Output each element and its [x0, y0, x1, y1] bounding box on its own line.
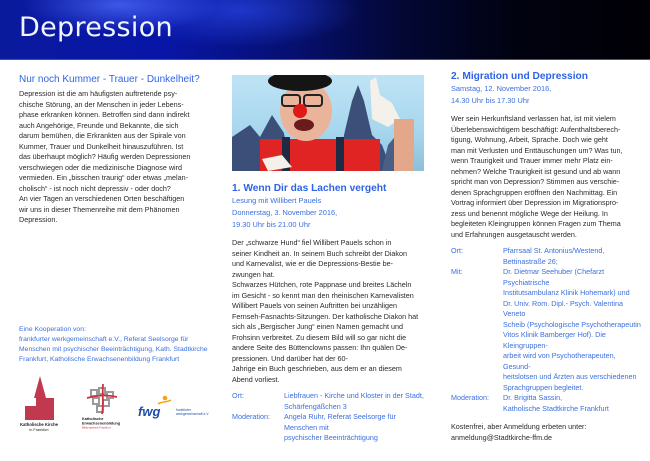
intro-text-line: das überhaupt möglich? Häufig werden Depressionen	[19, 152, 191, 161]
event-1-text	[232, 238, 428, 385]
event-2-info-value-line: Sprachgruppen begleitet.	[503, 382, 584, 392]
event-1-text-line: Jahrige ein Buch geschrieben, aus dem er an diesem	[232, 364, 402, 373]
event-1-text-line: im Gesicht - so kennt man den rheinischen Karnevalisten	[232, 290, 414, 300]
registration-email-link[interactable]: anmeldung@Stadtkirche-ffm.de	[451, 432, 553, 442]
keb-logo-line1: Katholische	[82, 417, 104, 421]
event-2-info-value	[503, 267, 641, 393]
event-2-info-value-line: Katholische Stadtkirche Frankfurt	[503, 403, 609, 413]
keb-logo-line3: Bildungswerk Frankfurt	[82, 425, 111, 430]
event-1-text-line: andere Seite des Büttenclowns passen: Ihn quälen De-	[232, 343, 408, 352]
event-2-info	[451, 246, 641, 414]
page-title: Depression	[19, 12, 173, 43]
event-2-time: 14.30 Uhr bis 17.30 Uhr	[451, 96, 530, 105]
event-1-subtitle: Lesung mit Willibert Pauels	[232, 196, 322, 205]
event-2-title: 2. Migration und Depression	[451, 71, 588, 82]
event-2-info-row	[451, 267, 641, 393]
keb-logo	[82, 384, 121, 430]
page-header	[0, 0, 650, 60]
event-2-info-value	[503, 246, 641, 267]
event-2-info-row	[451, 246, 641, 267]
event-2-info-key: Moderation:	[451, 393, 489, 402]
registration-note	[451, 422, 641, 443]
event-1-info-value-line: Liebfrauen - Kirche und Kloster in der Stadt,	[284, 391, 424, 400]
event-2-text-line: und Erfahrungen ausgetauscht werden.	[451, 229, 577, 239]
event-2-info-value-line: Dr. Univ. Rom. Dipl.- Psych. Valentina Veneto	[503, 298, 623, 318]
event-2-text-line: tigung, Wohnung, Arbeit, Sprache. Doch wie geht	[451, 135, 608, 144]
clown-photo	[232, 75, 424, 171]
event-2-info-value-line: arbeit wird von Psychotherapeuten, Gesund-	[503, 351, 616, 371]
event-1-text-line: Schwarzes Hütchen, rote Pappnase und breites Lächeln	[232, 280, 412, 289]
kirche-logo-line2: in Frankfurt	[29, 428, 49, 432]
event-2-text-line: denen Sprachgruppen eröffnen den Nachmittag. Ein	[451, 187, 618, 197]
event-1-info	[232, 391, 428, 444]
cooperation-line: frankfurter werkgemeinschaft e.V., Referat Seelsorge für	[19, 336, 189, 343]
event-2-info-value-line: Dr. Brigitta Sassin,	[503, 393, 563, 402]
event-2-text-line: Wer sein Herkunftsland verlassen hat, ist mit vielem	[451, 114, 616, 123]
intro-text-line: Depression ist die am häufigsten auftretende psy-	[19, 89, 178, 98]
intro-text-line: verschwiegen oder die medizinische Diagnose wird	[19, 162, 182, 172]
event-1-text-line: und Karnevalist, wie er die Depressions-Bestie be-	[232, 259, 393, 268]
event-2-text	[451, 114, 641, 240]
cooperation-line: Eine Kooperation von:	[19, 326, 86, 333]
event-2-info-key: Ort:	[451, 246, 463, 255]
event-1-info-key: Ort:	[232, 391, 244, 400]
event-2-info-value-line: heitslotsen und Ärzten aus verschiedenen	[503, 372, 637, 381]
intro-text-line: chische Störung, an der Menschen in jeder Lebens-	[19, 99, 184, 109]
event-1-text-line: Fernseh-Fasnachts-Sitzungen. Der katholische Diakon hat	[232, 311, 419, 321]
fwg-logo-mark: fwg	[138, 404, 161, 419]
intro-text-line: Depression.	[19, 215, 58, 224]
katholische-kirche-logo	[20, 376, 59, 432]
event-1-text-line: Willibert Pauels von seinen Auftritten bei unzähligen	[232, 301, 398, 310]
event-2-section	[451, 70, 641, 443]
intro-text-line: darum bemühen, die Erkrankten aus der Spirale von	[19, 131, 186, 140]
event-1-info-value-line: Angela Ruhr, Referat Seelsorge für Menschen mit	[284, 412, 396, 432]
event-1-text-line: zwungen hat.	[232, 269, 275, 279]
cooperation-line: Frankfurt, Katholische Erwachsenenbildung Frankfurt	[19, 356, 180, 363]
event-2-info-value-line: Dr. Dietmar Seehuber (Chefarzt Psychiatrische	[503, 267, 605, 287]
event-1-info-row	[232, 412, 428, 444]
event-1-date: Donnerstag, 3. November 2016,	[232, 208, 338, 217]
event-1-text-line: sich als „Bergischer Jung“ einen Namen gemacht und	[232, 322, 403, 331]
event-1-section	[232, 182, 428, 444]
intro-text-line: auch Angehörige, Freunde und Bekannte, die sich	[19, 120, 179, 130]
event-1-text-line: pressionen. Und darüber hat der 60-	[232, 353, 348, 363]
event-2-info-value-line: Institutsambulanz Klinik Hohemark) und	[503, 288, 630, 297]
event-1-info-value	[284, 391, 428, 412]
event-1-text-line: Frohsinn verbreitet. Zu diesem Bild will so gar nicht die	[232, 332, 407, 342]
event-2-text-line: man mit Verlusten und Enttäuschungen um? Was tun,	[451, 145, 623, 155]
event-2-info-value-line: Scheib (Psychologische Psychotherapeutin	[503, 319, 641, 329]
intro-text-line: vermieden. Ein „bisschen traurig“ oder etwas „melan-	[19, 173, 188, 182]
intro-text-line: phase erkranken können. Betroffen sind dann indirekt	[19, 110, 190, 119]
intro-text-line: Kummer, Trauer und Dunkelheit hinauszuführen. Ist	[19, 141, 184, 151]
intro-heading: Nur noch Kummer - Trauer - Dunkelheit?	[19, 74, 200, 85]
intro-text-line: wir uns in dieser Themenreihe mit dem Phänomen	[19, 204, 180, 214]
intro-text-line: cholisch“ - ist noch nicht depressiv - oder doch?	[19, 183, 171, 193]
event-2-info-row	[451, 393, 641, 414]
event-2-date: Samstag, 12. November 2016,	[451, 84, 552, 93]
kirche-logo-line1: Katholische Kirche	[20, 422, 58, 427]
event-1-text-line: Der „schwarze Hund“ fiel Willibert Pauels schon in	[232, 238, 392, 247]
event-2-info-key: Mit:	[451, 267, 463, 276]
event-1-title: 1. Wenn Dir das Lachen vergeht	[232, 183, 387, 194]
event-1-text-line: Abend vorliest.	[232, 374, 280, 384]
fwg-logo-line2: werkgemeinschaft e.V.	[176, 412, 210, 416]
clown-photo-illustration	[232, 75, 424, 171]
event-1-info-value-line: psychischer Beeinträchtigung	[284, 433, 378, 442]
event-1-info-row	[232, 391, 428, 412]
event-2-text-line: begleiteten Kleingruppen können Fragen zum Thema	[451, 219, 621, 228]
event-2-text-line: zess und benennt mögliche Wege der Heilung. In	[451, 208, 608, 218]
event-2-info-value-line: Pfarrsaal St. Antonius/Westend, Bettinastraße 26;	[503, 246, 605, 266]
cooperation-text	[19, 325, 219, 365]
intro-text-line: An vier Tagen an verschiedenen Orten beschäftigen	[19, 194, 185, 203]
registration-text: Kostenfrei, aber Anmeldung erbeten unter:	[451, 422, 587, 431]
event-2-text-line: Vortrag informiert über Depression im Migrationspro-	[451, 198, 619, 207]
event-2-text-line: wenn Traurigkeit und Trauer immer mehr Platz ein-	[451, 156, 613, 165]
event-2-info-value-line: Vitos Klinik Bamberger Hof). Die Kleingruppen-	[503, 330, 606, 350]
fwg-logo-line1: frankfurter	[176, 408, 192, 412]
intro-text	[19, 89, 214, 226]
intro-section	[19, 73, 214, 226]
keb-logo-line2: Erwachsenenbildung	[82, 421, 121, 426]
event-2-text-line: nehmen? Welche Traurigkeit ist gesund und ab wann	[451, 166, 621, 176]
event-2-text-line: spricht man von Depression? Stimmen aus verschie-	[451, 177, 620, 186]
event-2-info-value	[503, 393, 641, 414]
fwg-logo	[138, 396, 209, 419]
event-1-time: 19.30 Uhr bis 21.00 Uhr	[232, 220, 311, 229]
logos-svg	[19, 376, 219, 436]
event-2-text-line: Überlebenswichtigem beschäftigt: Aufenthaltsberech-	[451, 124, 621, 134]
cooperation-line: Menschen mit psychischer Beeinträchtigung, Kath. Stadtkirche	[19, 346, 208, 353]
event-1-info-value	[284, 412, 428, 444]
partner-logos	[19, 376, 219, 436]
event-1-text-line: seiner Kindheit an. In seinem Buch schreibt der Diakon	[232, 248, 407, 258]
event-1-info-value-line: Schärfengäßchen 3	[284, 401, 347, 411]
event-1-info-key: Moderation:	[232, 412, 270, 421]
